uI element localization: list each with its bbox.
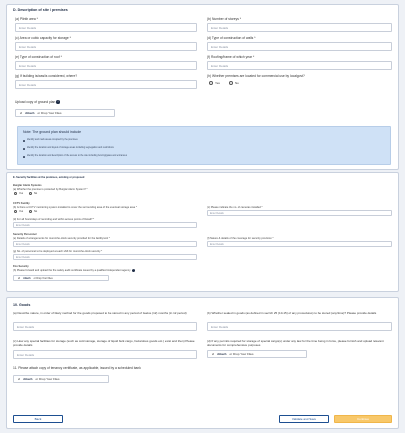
ground-plan-note [17, 126, 391, 165]
security-facilities-card [6, 172, 399, 292]
radio-circle-icon [14, 192, 17, 195]
storeys-input[interactable]: Enter Details [207, 23, 392, 32]
radio-circle-icon [14, 210, 17, 213]
note-title: Note: The ground plan should include [23, 130, 82, 134]
site-description-card [6, 4, 399, 170]
fire-heading: Fire Security [13, 265, 29, 268]
ground-plan-label-text: Upload copy of ground plan [15, 100, 56, 104]
attach-label: Attach [217, 352, 227, 356]
radio-no-label: No [34, 192, 38, 195]
ground-plan-label [15, 100, 60, 104]
attach-hint: or Drop Your Files [33, 276, 53, 280]
alarm-yes-radio[interactable] [14, 192, 23, 195]
storage-capacity-label: (c) Area or cubic capacity for storage * [15, 36, 71, 40]
fire-question [13, 269, 135, 272]
cctv-cameras-label: (c) Please indicate the no. of cameras installed * [207, 206, 263, 209]
attach-hint: or Drop Your Files [37, 111, 62, 115]
goods-title: 10. Goods [13, 303, 31, 307]
roof-construction-label: (e) Type of construction of roof * [15, 55, 62, 59]
cctv-period-label: (d) For all hours/days of recording and within access points of Detail? * [13, 218, 95, 221]
paperclip-icon: ⌀ [20, 111, 23, 115]
security-coverage-input[interactable]: Enter Details [207, 241, 392, 247]
commercial-use-yes-radio[interactable] [209, 81, 220, 85]
security-heading: Security Personnel [13, 233, 37, 236]
note-item: Identify and mark areas occupied by the premises [27, 139, 78, 141]
attach-hint: or Drop Your Files [35, 377, 60, 381]
alarm-heading: Burglar Alarm Systems [13, 184, 42, 187]
special-permits-label: (d) If any permits required for storage of special cargo(s) under any law for the time being in force, please furnish and upload relevant documents for comprehensive purposes [207, 339, 384, 347]
fire-question-text: (h) Please forward and upload the fire safety audit certificate issued by a qualified independent agency [13, 269, 131, 273]
radio-circle-icon [29, 210, 32, 213]
sealed-goods-label: (b) Whether sealed in goods (as defined in sec/ch 25 (10-15) of any procedures) to be stored (any/time)? Please provide details [207, 311, 377, 315]
radio-circle-icon [29, 192, 32, 195]
cctv-cameras-input[interactable]: Enter Details [207, 210, 392, 216]
radio-no-label: No [235, 81, 239, 85]
continue-button[interactable]: Continue [334, 415, 392, 423]
attach-label: Attach [23, 276, 31, 280]
cctv-period-input[interactable]: Enter Details [13, 222, 197, 228]
cctv-question: (b) Is there a CCTV monitoring system installed to cover the surrounding area of the eventual storage area * [13, 206, 137, 209]
tenancy-certificate-upload[interactable] [13, 375, 109, 383]
back-button[interactable]: Back [13, 415, 63, 423]
plinth-area-input[interactable]: Enter Details [15, 23, 197, 32]
note-item: Identify the location and layout of storage areas including segregation and restrictions [27, 147, 114, 149]
radio-yes-label: Yes [19, 210, 24, 213]
commercial-use-no-radio[interactable] [229, 81, 239, 85]
paperclip-icon: ⌀ [212, 352, 215, 356]
security-details-label: (e) Details of arrangements for round-the-clock security provided for the facility/unit * [13, 237, 110, 240]
special-facilities-input[interactable]: Enter Details [13, 350, 197, 359]
paperclip-icon: ⌀ [18, 377, 21, 381]
goods-nature-label: (a) Describe nature, in order of likely method for the goods proposed to be stored in any period of twelve (12) months (in 12 period) [13, 311, 187, 315]
wall-construction-label: (d) Type of construction of walls * [207, 36, 256, 40]
info-icon[interactable]: i [57, 100, 59, 104]
paperclip-icon: ⌀ [18, 276, 21, 280]
bullet-icon [23, 140, 25, 142]
goods-nature-input[interactable]: Enter Details [13, 322, 197, 331]
tenancy-certificate-label: 11. Please attach copy of tenancy certificate, as applicable, issued by a scheduled bank [13, 366, 141, 370]
section-e-title: E. Security facilities at the premises, existing or proposed [13, 176, 85, 179]
plinth-area-label: (a) Plinth area * [15, 17, 38, 21]
radio-circle-icon [229, 81, 233, 85]
fire-certificate-upload[interactable] [13, 275, 109, 281]
section-d-title: D. Description of site / premises [13, 8, 68, 12]
building-location-label: (g) If building is/was/is considered, where? [15, 74, 78, 78]
building-location-input[interactable]: Enter Details [15, 80, 197, 89]
info-icon[interactable]: i [132, 269, 134, 271]
sealed-goods-input[interactable]: Enter Details [207, 322, 392, 331]
cctv-yes-radio[interactable] [14, 210, 23, 213]
radio-yes-label: Yes [215, 81, 220, 85]
bullet-icon [23, 148, 25, 150]
cctv-no-radio[interactable] [29, 210, 37, 213]
radio-yes-label: Yes [19, 192, 24, 195]
alarm-question: (a) Whether the premise is protected by Burglar Alarm System? * [13, 188, 88, 191]
roof-construction-input[interactable]: Enter Details [15, 61, 197, 70]
note-item: Identify the location and description of the access to the site including fencing/gates and entrances [27, 155, 127, 157]
validate-save-button[interactable]: Validate and Save [279, 415, 329, 423]
radio-circle-icon [209, 81, 213, 85]
attach-label: Attach [25, 111, 35, 115]
attach-hint: or Drop Your Files [229, 352, 254, 356]
radio-no-label: No [34, 210, 38, 213]
attach-label: Attach [23, 377, 33, 381]
security-personnel-label: (g) No. of personnel to be deployed at each shift for round-the-clock security * [13, 250, 103, 253]
security-personnel-input[interactable]: Enter Details [13, 254, 197, 260]
commercial-use-label: (h) Whether premises are located for commercial use by localgovt? [207, 74, 305, 78]
special-permits-upload[interactable] [207, 350, 307, 358]
bullet-icon [23, 156, 25, 158]
cctv-heading: CCTV Facility [13, 202, 30, 205]
alarm-no-radio[interactable] [29, 192, 37, 195]
wall-construction-input[interactable]: Enter Details [207, 42, 392, 51]
goods-card [6, 297, 399, 429]
special-facilities-label: (c) How any special facilities for storage (such as cold storage, storage of liquid bulk cargo, hazardous goods etc.) exist and then) Please provide details [13, 339, 195, 347]
security-details-input[interactable]: Enter Details [13, 241, 197, 247]
storeys-label: (b) Number of storeys * [207, 17, 242, 21]
ground-plan-upload[interactable] [15, 109, 115, 117]
storage-capacity-input[interactable]: Enter Details [15, 42, 197, 51]
roof-year-input[interactable]: Enter Details [207, 61, 392, 70]
security-coverage-label: (f) Nature & details of the coverage for security provision * [207, 237, 274, 240]
roof-year-label: (f) Roofing/frame of which year * [207, 55, 255, 59]
